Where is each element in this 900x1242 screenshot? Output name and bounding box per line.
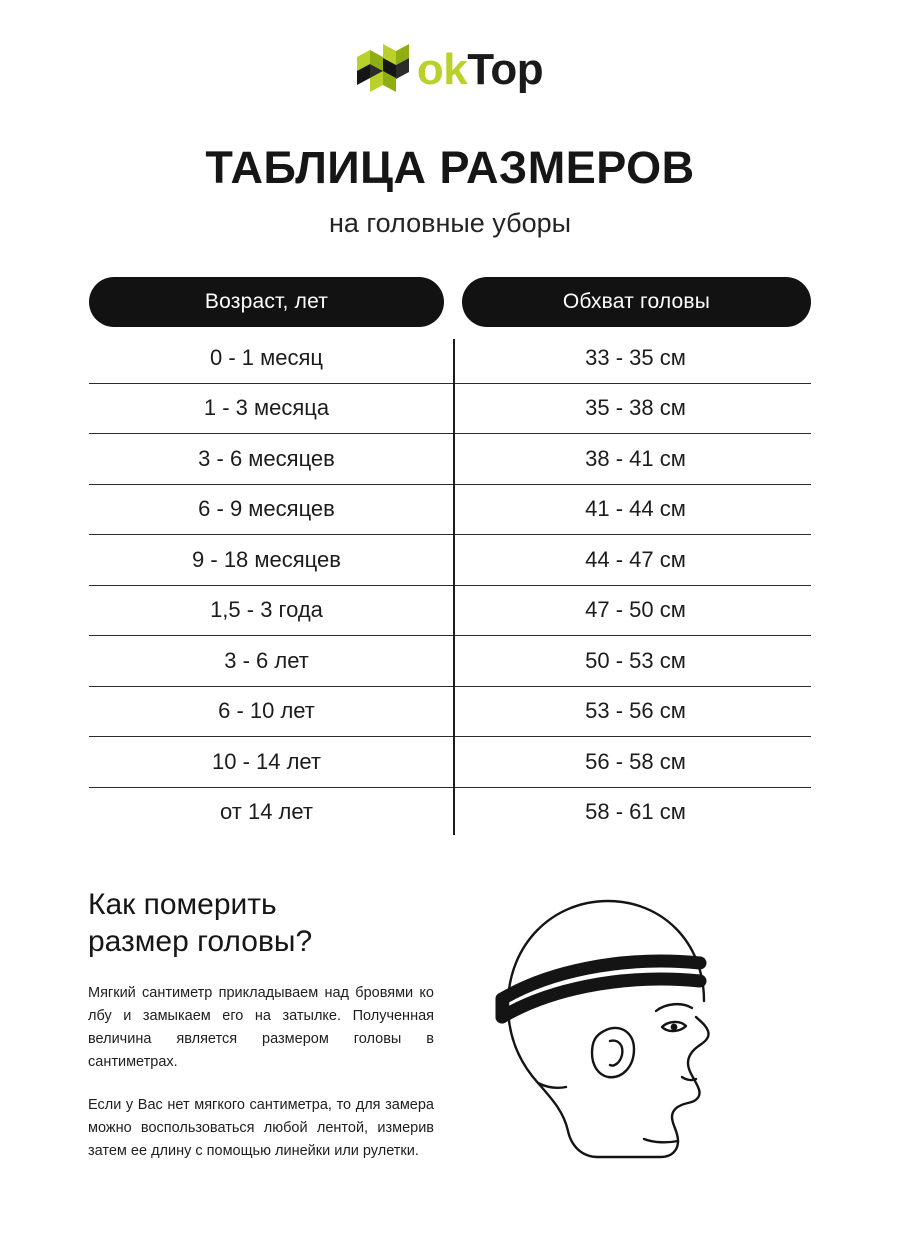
size-chart-page	[0, 42, 900, 1242]
table-row	[89, 434, 811, 485]
table-row	[89, 636, 811, 687]
page-title: ТАБЛИЦА РАЗМЕРОВ	[205, 142, 695, 193]
column-header-age: Возраст, лет	[89, 277, 444, 327]
cell-circumference: 35 - 38 см	[585, 395, 686, 421]
cell-age: 9 - 18 месяцев	[192, 546, 341, 572]
cell-age: 1 - 3 месяца	[203, 395, 330, 421]
table-body	[89, 333, 811, 837]
brand-name-ok: ok	[416, 45, 468, 94]
table-row	[89, 788, 811, 838]
cell-age: 0 - 1 месяц	[209, 344, 323, 370]
table-row	[89, 687, 811, 738]
table-row	[89, 586, 811, 637]
cell-age: от 14 лет	[220, 799, 313, 825]
cell-circumference: 44 - 47 см	[585, 546, 686, 572]
table-vertical-divider	[453, 339, 455, 835]
cell-circumference: 41 - 44 см	[585, 496, 686, 522]
cube-logo-icon	[357, 44, 411, 96]
table-row	[89, 485, 811, 536]
howto-paragraph-1: Мягкий сантиметр прикладываем над бровями ко лбу и замыкаем его на затылке. Полученная величина является размером головы в сантиметрах.	[88, 985, 434, 1070]
howto-text-block	[88, 881, 460, 1181]
cell-age: 3 - 6 месяцев	[198, 445, 335, 471]
cell-circumference: 50 - 53 см	[585, 647, 686, 673]
cell-circumference: 47 - 50 см	[585, 597, 686, 623]
cell-age: 6 - 9 месяцев	[198, 496, 335, 522]
howto-title-line1: Как померить	[88, 888, 277, 921]
size-table	[89, 277, 811, 837]
cell-circumference: 33 - 35 см	[585, 344, 686, 370]
howto-section	[0, 881, 900, 1181]
cell-circumference: 56 - 58 см	[585, 748, 686, 774]
brand-logo	[0, 42, 900, 98]
brand-name	[416, 45, 544, 94]
cell-circumference: 58 - 61 см	[585, 799, 686, 825]
cell-age: 1,5 - 3 года	[210, 597, 323, 623]
head-with-measuring-tape-icon	[486, 881, 786, 1181]
column-header-circumference: Обхват головы	[462, 277, 811, 327]
howto-paragraph-2: Если у Вас нет мягкого сантиметра, то для замера можно воспользоваться любой лентой, измерив затем ее длину с помощью линейки или рулетки.	[88, 1096, 434, 1159]
cell-age: 6 - 10 лет	[218, 698, 315, 724]
table-row	[89, 737, 811, 788]
table-row	[89, 384, 811, 435]
page-subtitle: на головные уборы	[328, 208, 572, 238]
table-row	[89, 535, 811, 586]
cell-circumference: 38 - 41 см	[585, 445, 686, 471]
howto-illustration	[460, 881, 812, 1181]
cell-circumference: 53 - 56 см	[585, 698, 686, 724]
howto-title-line2: размер головы?	[88, 924, 313, 958]
table-header-row	[89, 277, 811, 327]
cell-age: 10 - 14 лет	[211, 748, 322, 774]
howto-title	[88, 887, 460, 960]
cell-age: 3 - 6 лет	[224, 647, 309, 673]
table-row	[89, 333, 811, 384]
brand-name-top: Top	[467, 45, 544, 94]
